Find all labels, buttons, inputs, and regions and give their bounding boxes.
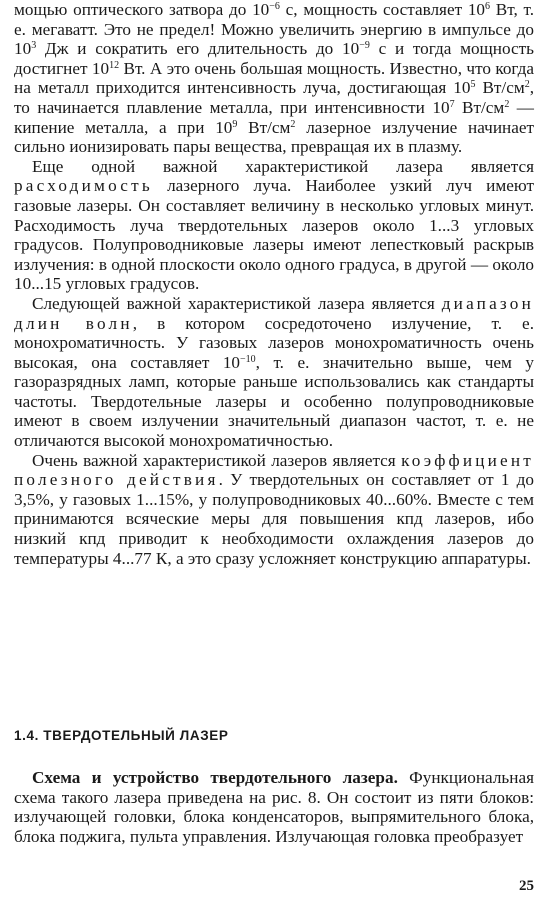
- superscript: 5: [470, 79, 476, 91]
- text-run: . У твердотельных он составляет от 1 до 3,5%, у газовых 1...15%, у полупроводниковых 40...60%. Вместе с тем принимаются всяческие меры для повышения кпд лазеров, ибо низкий кпд приводит к необходимости охлаждения лазеров до температуры 4...77 К, а это сразу усложняет конструкцию аппаратуры.: [14, 470, 534, 568]
- superscript: 2: [524, 79, 530, 91]
- paragraph-power: [14, 0, 534, 157]
- text-run: Функциональная схема такого лазера приведена на рис. 8. Он состоит из пяти блоков: излучающей головки, блока конденсаторов, выпрямительного блока, блока поджига, пульта управления. Излучающая головка преобразует: [14, 768, 534, 846]
- text-run: Еще одной важной характеристикой лазера является: [32, 156, 534, 176]
- text-run: лазерного луча. Наиболее узкий луч имеют газовые лазеры. Он составляет величину в несколько угловых минут. Расходимость луча твердотельных лазеров около 1...3 угловых градусов. Полупроводниковые лазеры имеют лепестковый раскрыв излучения: в одной плоскости около одного градуса, в другой — около 10...15 угловых градусов.: [14, 176, 534, 294]
- superscript: 3: [31, 40, 37, 52]
- superscript: −9: [359, 40, 370, 52]
- superscript: 9: [232, 118, 238, 130]
- paragraph-divergence: [14, 157, 534, 294]
- text-run: Вт/см: [475, 78, 525, 98]
- superscript: 2: [504, 98, 510, 110]
- text-run: лазерное излучение начинает сильно ионизировать пары вещества, превращая их в плазму.: [14, 117, 534, 157]
- text-run: Вт/см: [454, 97, 505, 117]
- section-heading: 1.4. ТВЕРДОТЕЛЬНЫЙ ЛАЗЕР: [14, 728, 229, 743]
- superscript: 12: [109, 59, 120, 71]
- superscript: 2: [290, 118, 296, 130]
- text-run: мощью оптического затвора до 10: [14, 0, 270, 19]
- superscript: 7: [449, 98, 455, 110]
- text-run: Очень важной характеристикой лазеров является: [32, 450, 402, 470]
- emphasized-term: расходимость: [14, 176, 153, 196]
- text-run: Вт/см: [237, 117, 291, 137]
- text-run: , т. е. значительно выше, чем у газоразрядных ламп, которые раньше использовались как стандарты частоты. Твердотельные лазеры и особенно полупроводниковые имеют в своем излучении значительный диапазон частот, т. е. не отличаются высокой монохроматичностью.: [14, 352, 534, 451]
- text-run: , в котором сосредоточено излучение, т. е. монохроматичность. У газовых лазеров монохроматичность очень высокая, она составляет 10: [14, 313, 534, 372]
- run-in-heading: Схема и устройство твердотельного лазера.: [32, 768, 398, 787]
- page-number: 25: [519, 878, 534, 894]
- superscript: 6: [485, 1, 491, 12]
- text-run: , то начинается плавление металла, при интенсивности 10: [14, 78, 534, 117]
- paragraph-solid-state-scheme: [14, 768, 534, 846]
- emphasized-term: коэффициент полезного действия: [14, 450, 534, 490]
- text-run: — кипение металла, а при 10: [14, 97, 534, 137]
- text-run: Вт. А это очень большая мощность. Известно, что когда на металл приходится интенсивность луча, достигающая 10: [14, 58, 534, 98]
- paragraph-wavelength: [14, 294, 534, 451]
- page-body: [14, 0, 534, 846]
- emphasized-term: диапазон длин волн: [14, 293, 534, 333]
- superscript: −6: [269, 1, 280, 12]
- text-run: Вт, т. е. мегаватт. Это не предел! Можно увеличить энергию в импульсе до 10: [14, 0, 534, 59]
- text-run: с и тогда мощность достигнет 10: [14, 39, 534, 78]
- paragraph-efficiency: [14, 451, 534, 569]
- text-run: Следующей важной характеристикой лазера является: [32, 293, 442, 313]
- text-run: с, мощность составляет 10: [279, 0, 486, 19]
- superscript: −10: [240, 353, 256, 365]
- text-run: Дж и сократить его длительность до 10: [36, 39, 360, 59]
